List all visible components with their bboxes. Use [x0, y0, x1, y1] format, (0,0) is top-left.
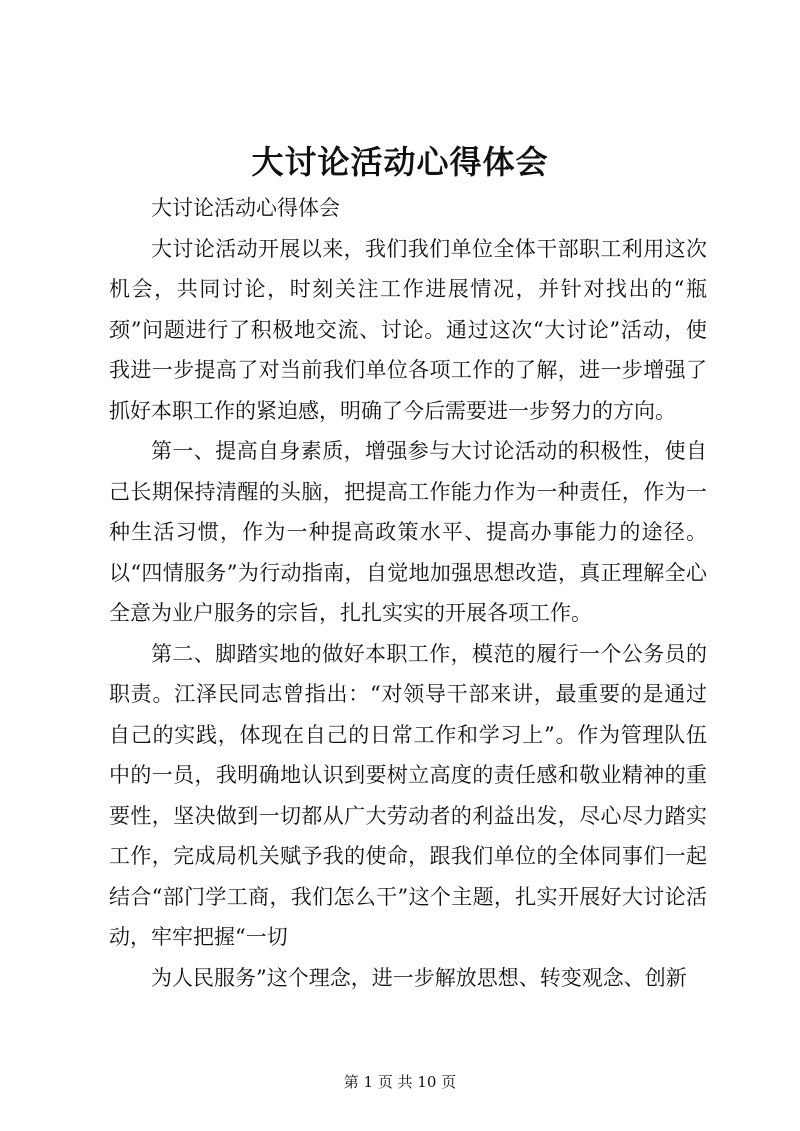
page-footer: 第 1 页 共 10 页: [343, 1073, 457, 1091]
paragraph-continuation: 为人民服务”这个理念，进一步解放思想、转变观念、创新: [151, 965, 687, 990]
paragraph-second-point: 第二、脚踏实地的做好本职工作，模范的履行一个公务员的职责。江泽民同志曾指出：“对领导干部来讲，最重要的是通过自己的实践，体现在自己的日常工作和学习上”。作为管理队伍中的一员，我明确地认识到要树立高度的责任感和敬业精神的重要性，坚决做到一切都从广大劳动者的利益出发，尽心尽力踏实工作，完成局机关赋予我的使命，跟我们单位的全体同事们一起结合“部门学工商，我们怎么干”这个主题，扎实开展好大讨论活动，牢牢把握“一切: [109, 641, 707, 949]
document-title: 大讨论活动心得体会: [251, 143, 549, 181]
document-body: [109, 188, 707, 998]
paragraph-intro: 大讨论活动开展以来，我们我们单位全体干部职工利用这次机会，共同讨论，时刻关注工作进展情况，并针对找出的“瓶颈”问题进行了积极地交流、讨论。通过这次“大讨论”活动，使我进一步提高了对当前我们单位各项工作的了解，进一步增强了抓好本职工作的紧迫感，明确了今后需要进一步努力的方向。: [109, 236, 707, 423]
paragraph-first-point: 第一、提高自身素质，增强参与大讨论活动的积极性，使自己长期保持清醒的头脑，把提高工作能力作为一种责任，作为一种生活习惯，作为一种提高政策水平、提高办事能力的途径。以“四情服务”为行动指南，自觉地加强思想改造，真正理解全心全意为业户服务的宗旨，扎扎实实的开展各项工作。: [109, 439, 707, 625]
paragraph-subtitle: 大讨论活动心得体会: [151, 196, 340, 220]
